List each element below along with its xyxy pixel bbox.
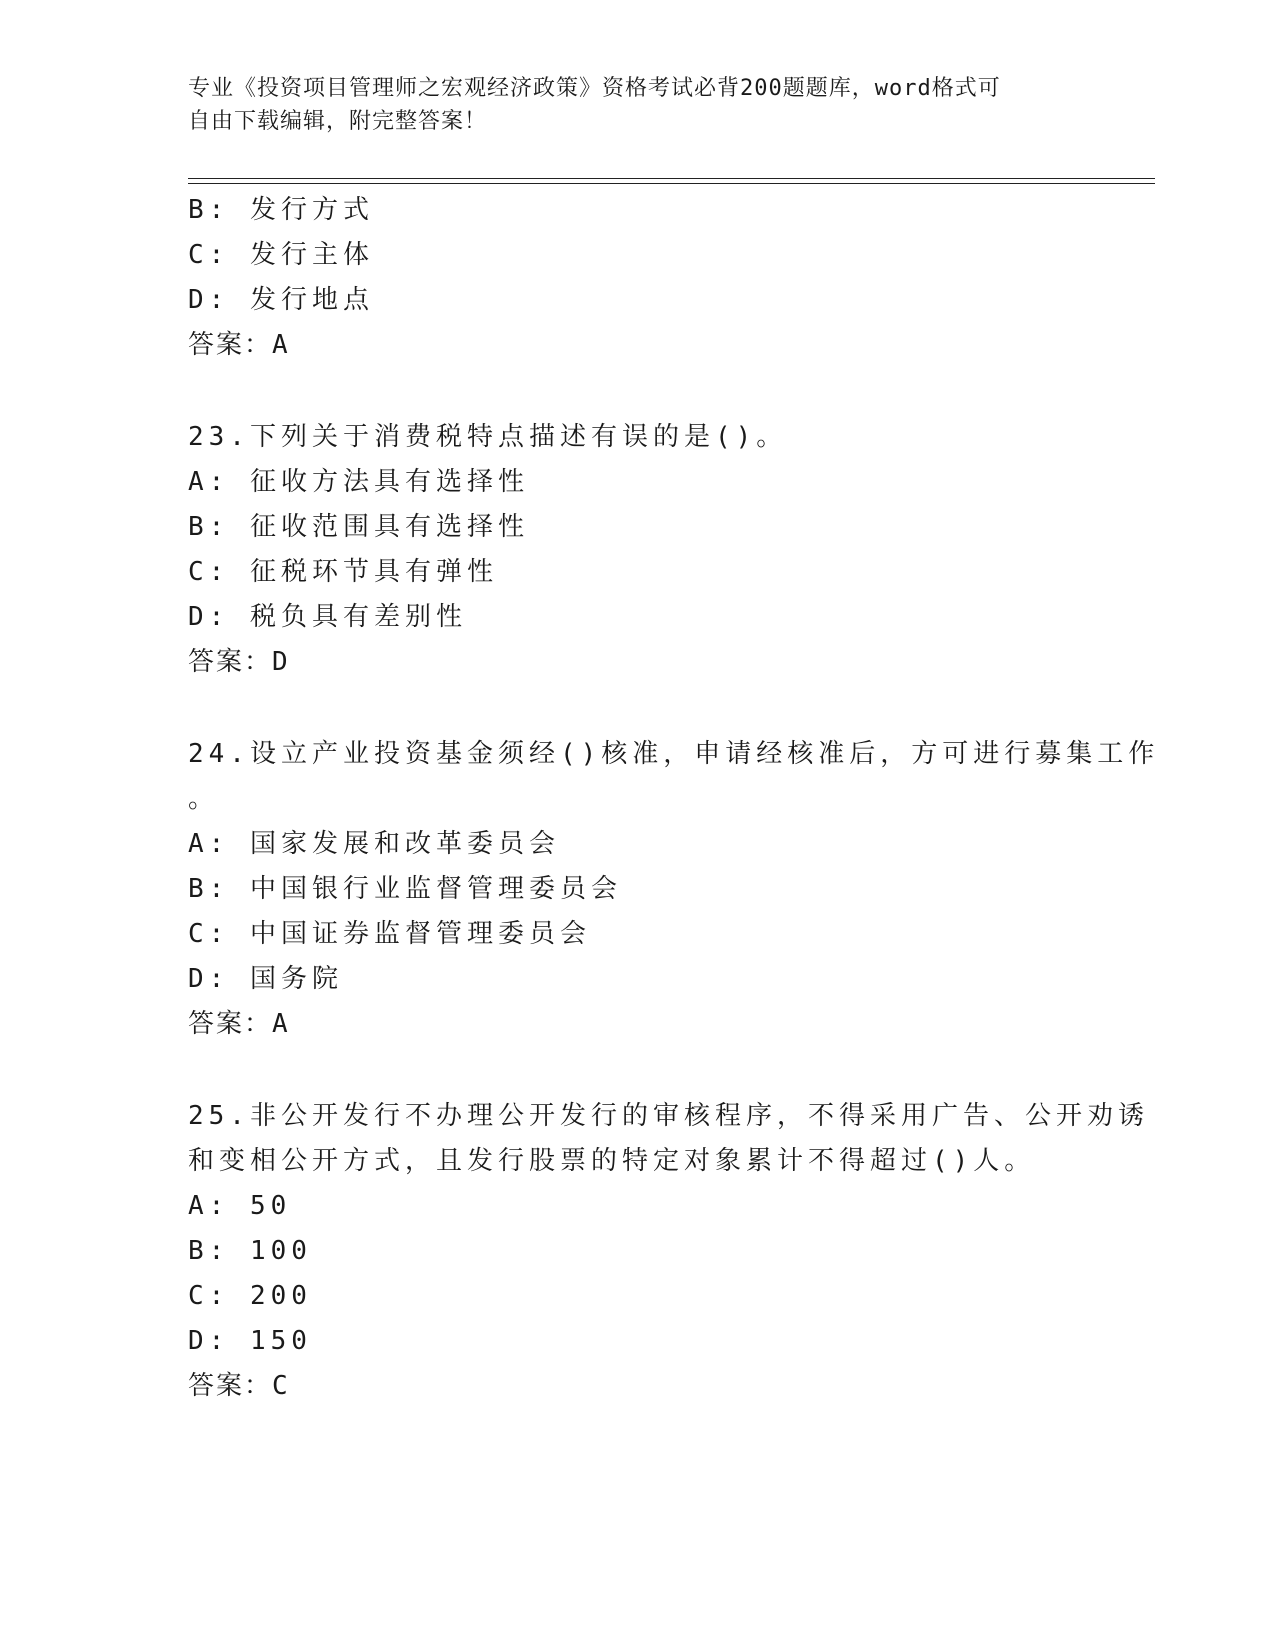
question-23 bbox=[188, 415, 1088, 685]
option-d: D: 国务院 bbox=[188, 964, 343, 994]
option-a: A: 国家发展和改革委员会 bbox=[188, 829, 560, 859]
option-d: D: 税负具有差别性 bbox=[188, 602, 467, 632]
answer-line: 答案：D bbox=[188, 647, 290, 677]
option-c: C: 中国证券监督管理委员会 bbox=[188, 919, 591, 949]
answer-line: 答案：C bbox=[188, 1371, 290, 1401]
header-divider bbox=[188, 178, 1155, 184]
page-header bbox=[188, 72, 1068, 138]
question-text-continued: 。 bbox=[188, 784, 220, 814]
option-c: C: 发行主体 bbox=[188, 240, 374, 270]
answer-line: 答案：A bbox=[188, 1009, 290, 1039]
option-a: A: 50 bbox=[188, 1191, 292, 1221]
question-text: 25.非公开发行不办理公开发行的审核程序，不得采用广告、公开劝诱 bbox=[188, 1101, 1149, 1131]
question-25 bbox=[188, 1094, 1149, 1409]
option-d: D: 发行地点 bbox=[188, 285, 374, 315]
question-24 bbox=[188, 732, 1160, 1047]
option-a: A: 征收方法具有选择性 bbox=[188, 467, 529, 497]
option-c: C: 200 bbox=[188, 1281, 312, 1311]
question-text-continued: 和变相公开方式，且发行股票的特定对象累计不得超过()人。 bbox=[188, 1146, 1036, 1176]
spacer bbox=[188, 368, 1088, 415]
header-line-2: 自由下载编辑，附完整答案！ bbox=[188, 109, 488, 134]
spacer bbox=[188, 1047, 1088, 1094]
option-b: B: 中国银行业监督管理委员会 bbox=[188, 874, 622, 904]
question-text: 23.下列关于消费税特点描述有误的是()。 bbox=[188, 422, 788, 452]
spacer bbox=[188, 685, 1088, 732]
header-line-1: 专业《投资项目管理师之宏观经济政策》资格考试必背200题题库，word格式可 bbox=[188, 76, 1001, 101]
answer-line: 答案：A bbox=[188, 330, 290, 360]
option-b: B: 发行方式 bbox=[188, 195, 374, 225]
option-b: B: 100 bbox=[188, 1236, 312, 1266]
question-text: 24.设立产业投资基金须经()核准，申请经核准后，方可进行募集工作 bbox=[188, 739, 1160, 769]
question-fragment bbox=[188, 188, 1088, 368]
option-d: D: 150 bbox=[188, 1326, 312, 1356]
option-c: C: 征税环节具有弹性 bbox=[188, 557, 498, 587]
document-body bbox=[188, 188, 1160, 1409]
option-b: B: 征收范围具有选择性 bbox=[188, 512, 529, 542]
